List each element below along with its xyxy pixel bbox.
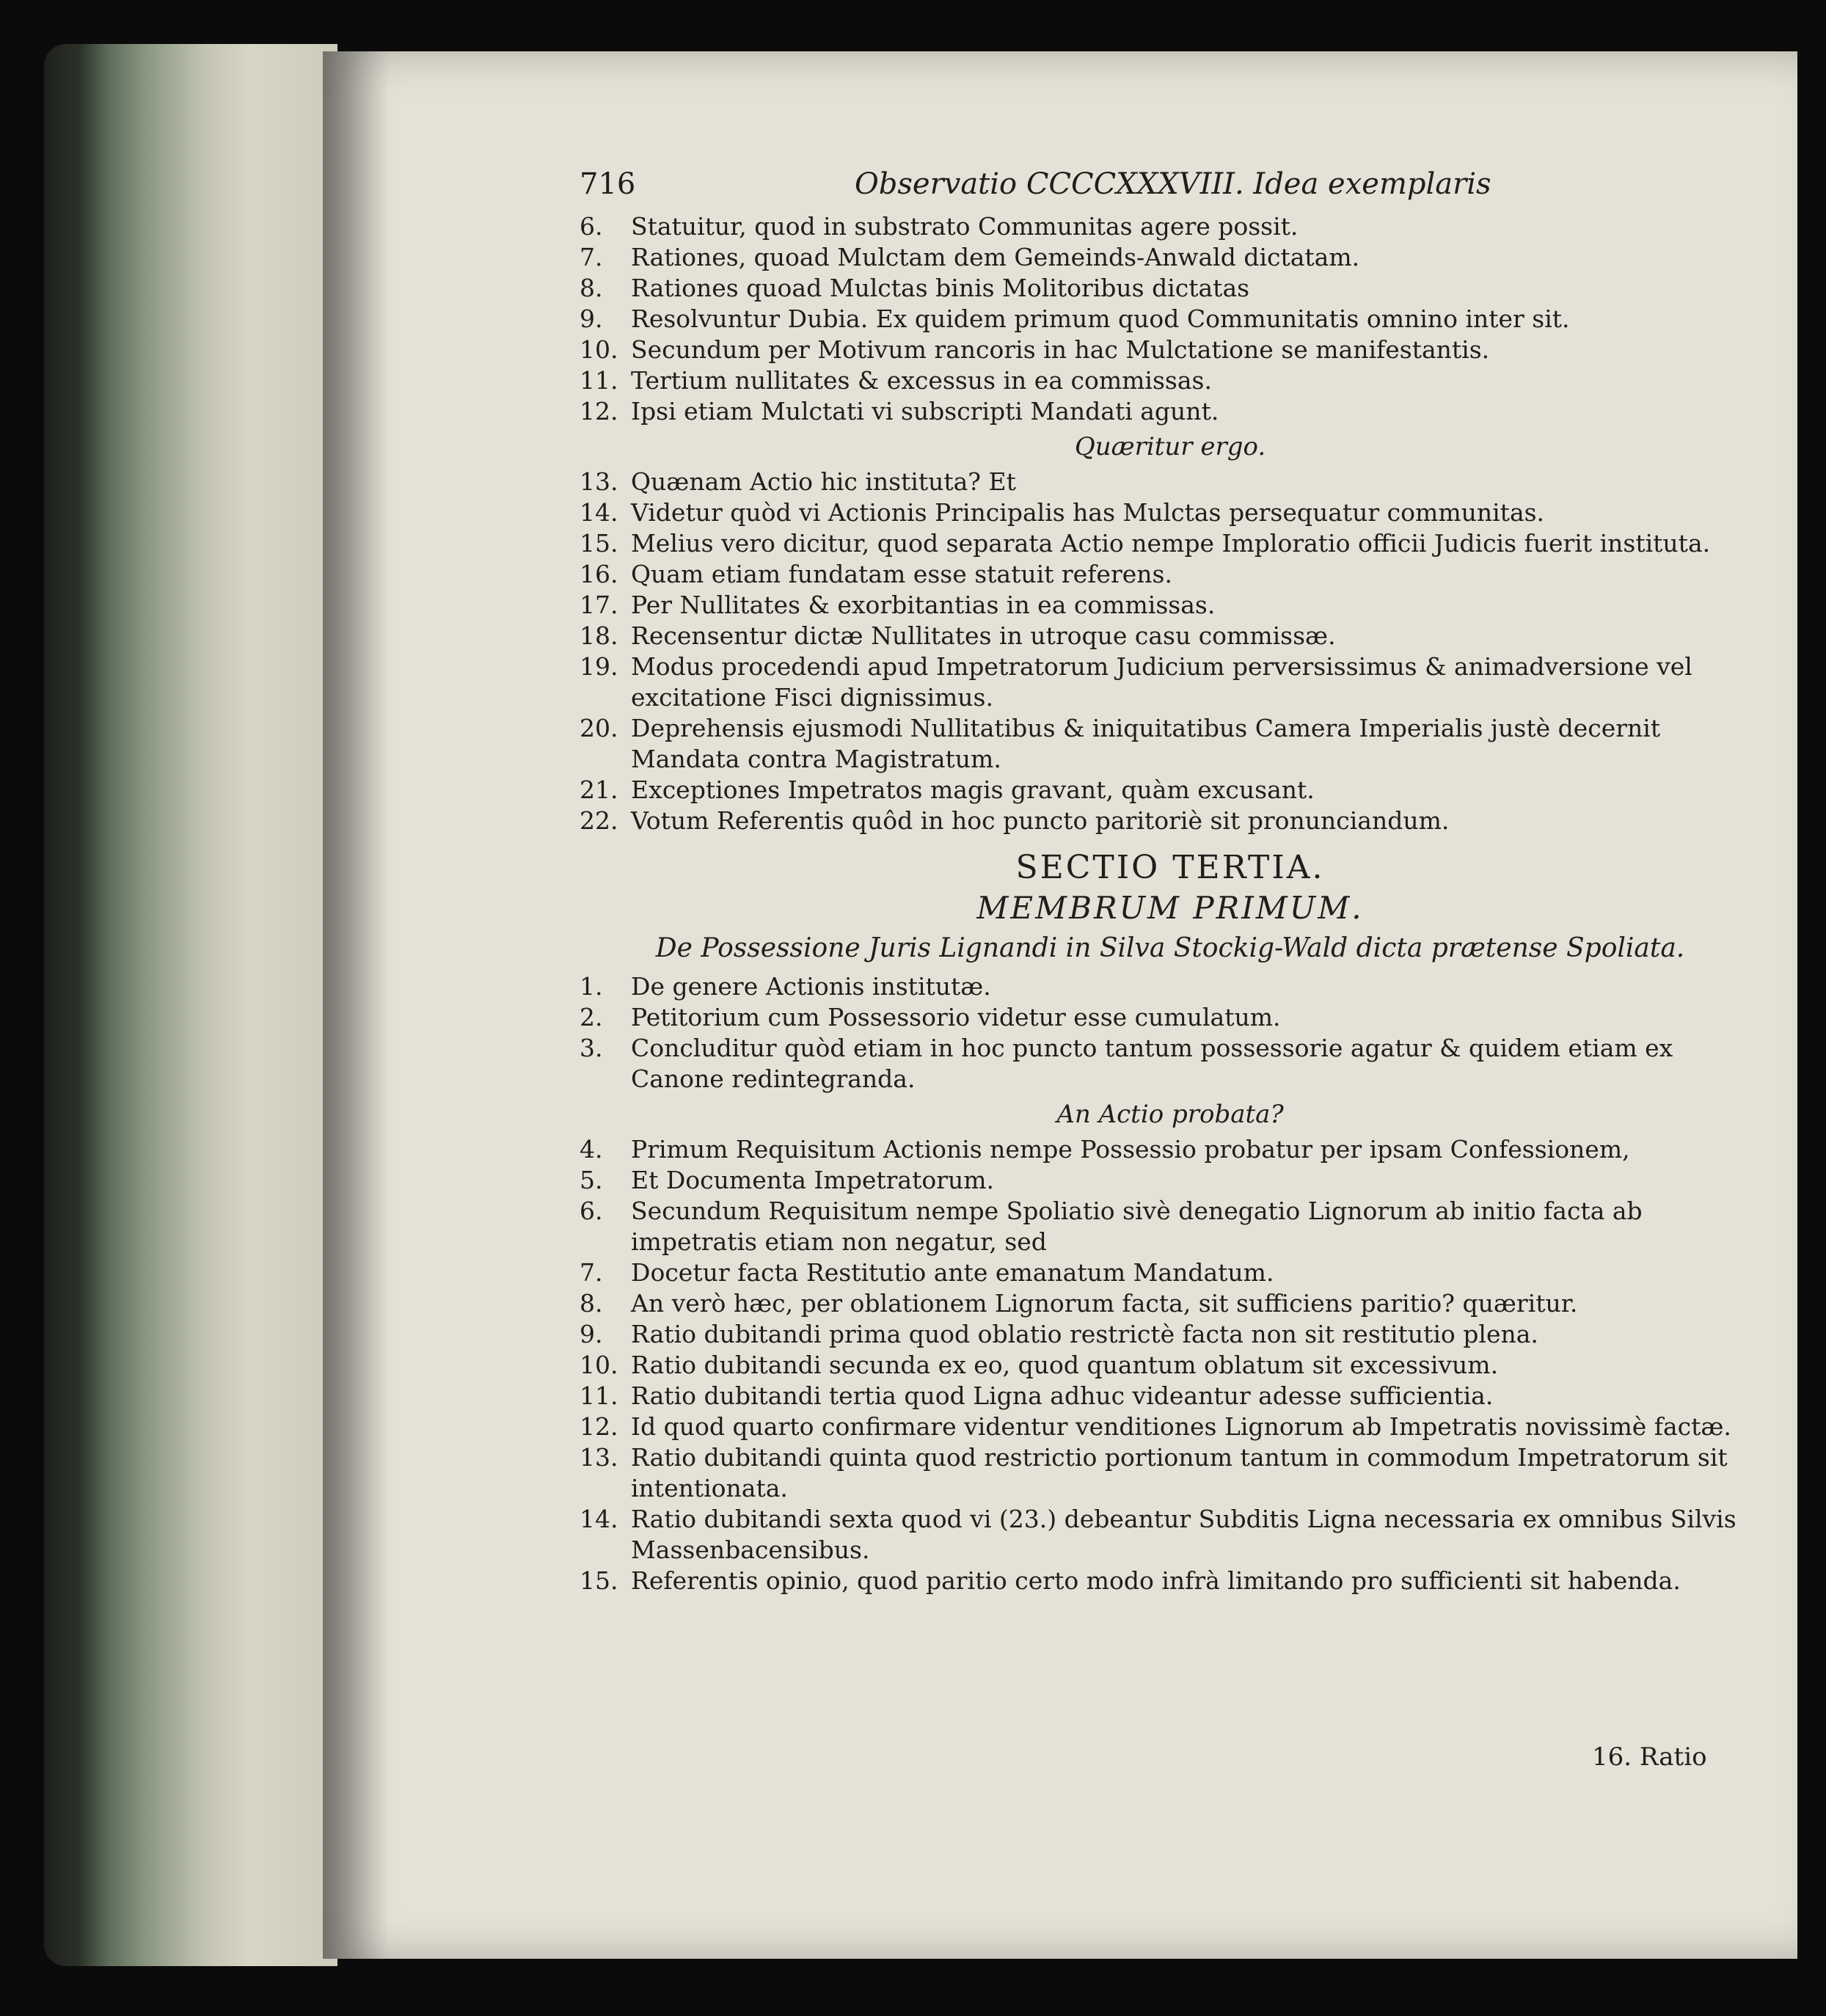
- running-title: Observatio CCCCXXXVIII. Idea exemplaris: [855, 167, 1491, 201]
- line-text: Ratio dubitandi sexta quod vi (23.) debeantur Subditis Ligna necessaria ex omnibus Silvis Massenbacensibus.: [631, 1505, 1736, 1564]
- line-text: Secundum Requisitum nempe Spoliatio sivè denegatio Lignorum ab initio facta ab impetratis etiam non negatur, sed: [631, 1197, 1643, 1256]
- summary-line: [580, 559, 1761, 590]
- summary-line: [580, 1504, 1761, 1566]
- line-text: Quænam Actio hic instituta? Et: [631, 467, 1016, 496]
- summary-line: [580, 713, 1761, 775]
- line-text: Petitorium cum Possessorio videtur esse cumulatum.: [631, 1003, 1281, 1031]
- line-number: 8.: [580, 274, 603, 302]
- line-number: 16.: [580, 560, 618, 588]
- summary-line: [580, 396, 1761, 427]
- line-number: 12.: [580, 397, 618, 426]
- line-text: Videtur quòd vi Actionis Principalis has Mulctas persequatur communitas.: [631, 498, 1545, 527]
- line-text: Deprehensis ejusmodi Nullitatibus & iniquitatibus Camera Imperialis justè decernit Mandata contra Magistratum.: [631, 714, 1661, 773]
- running-head: [580, 167, 1761, 211]
- summary-line: [580, 1257, 1761, 1288]
- line-text: Tertium nullitates & excessus in ea commissas.: [631, 366, 1212, 395]
- line-number: 4.: [580, 1135, 603, 1164]
- line-text: Secundum per Motivum rancoris in hac Mulctatione se manifestantis.: [631, 335, 1490, 364]
- line-number: 8.: [580, 1289, 603, 1318]
- an-actio-heading: An Actio probata?: [1056, 1100, 1284, 1129]
- line-text: Quam etiam fundatam esse statuit referens.: [631, 560, 1172, 588]
- line-text: Concluditur quòd etiam in hoc puncto tantum possessorie agatur & quidem etiam ex Canone redintegranda.: [631, 1034, 1673, 1093]
- line-text: Ratio dubitandi secunda ex eo, quod quantum oblatum sit excessivum.: [631, 1351, 1499, 1379]
- summary-line: [580, 621, 1761, 651]
- line-text: Rationes, quoad Mulctam dem Gemeinds-Anwald dictatam.: [631, 243, 1360, 271]
- line-text: Ratio dubitandi tertia quod Ligna adhuc videantur adesse sufficientia.: [631, 1381, 1494, 1410]
- summary-line: [580, 1566, 1761, 1596]
- line-number: 5.: [580, 1166, 603, 1194]
- summary-line: [580, 806, 1761, 836]
- line-text: Et Documenta Impetratorum.: [631, 1166, 995, 1194]
- line-number: 7.: [580, 243, 603, 271]
- line-number: 7.: [580, 1258, 603, 1287]
- summary-line: [580, 335, 1761, 365]
- summary-line: [580, 590, 1761, 621]
- line-text: Ratio dubitandi quinta quod restrictio portionum tantum in commodum Impetratorum sit intentionata.: [631, 1443, 1728, 1502]
- gutter-shadow: [323, 51, 389, 1959]
- line-number: 15.: [580, 1566, 618, 1595]
- line-number: 22.: [580, 806, 618, 835]
- line-text: An verò hæc, per oblationem Lignorum facta, sit sufficiens paritio? quæritur.: [631, 1289, 1578, 1318]
- line-text: Statuitur, quod in substrato Communitas agere possit.: [631, 212, 1299, 241]
- line-number: 14.: [580, 498, 618, 527]
- line-text: Resolvuntur Dubia. Ex quidem primum quod Communitatis omnino inter sit.: [631, 304, 1570, 333]
- member-title: MEMBRUM PRIMUM.: [976, 890, 1364, 926]
- line-text: Modus procedendi apud Impetratorum Judicium perversissimus & animadversione vel excitatione Fisci dignissimus.: [631, 652, 1692, 712]
- summary-line: [580, 304, 1761, 335]
- summary-line: [580, 242, 1761, 273]
- line-number: 17.: [580, 591, 618, 619]
- summary-line: [580, 1350, 1761, 1381]
- line-number: 9.: [580, 1320, 603, 1348]
- summary-list-c: [580, 971, 1761, 1095]
- line-number: 19.: [580, 652, 618, 681]
- line-text: Ipsi etiam Mulctati vi subscripti Mandati agunt.: [631, 397, 1219, 426]
- line-number: 11.: [580, 1381, 618, 1410]
- line-text: De genere Actionis institutæ.: [631, 972, 991, 1001]
- line-number: 3.: [580, 1034, 603, 1062]
- summary-line: [580, 1442, 1761, 1504]
- line-number: 6.: [580, 212, 603, 241]
- summary-line: [580, 1196, 1761, 1257]
- line-text: Per Nullitates & exorbitantias in ea commissas.: [631, 591, 1216, 619]
- line-number: 18.: [580, 621, 618, 650]
- summary-line: [580, 211, 1761, 242]
- line-number: 11.: [580, 366, 618, 395]
- summary-line: [580, 1411, 1761, 1442]
- line-text: Exceptiones Impetratos magis gravant, quàm excusant.: [631, 775, 1315, 804]
- line-text: Id quod quarto confirmare videntur venditiones Lignorum ab Impetratis novissimè factæ.: [631, 1412, 1731, 1441]
- section-title: SECTIO TERTIA.: [1015, 849, 1325, 886]
- summary-list-d: [580, 1134, 1761, 1596]
- summary-line: [580, 971, 1761, 1002]
- line-number: 21.: [580, 775, 618, 804]
- line-text: Melius vero dicitur, quod separata Actio nempe Imploratio officii Judicis fuerit instituta.: [631, 529, 1711, 558]
- page-text: [580, 167, 1761, 1596]
- summary-list-a: [580, 211, 1761, 427]
- line-number: 9.: [580, 304, 603, 333]
- summary-list-b: [580, 467, 1761, 836]
- summary-line: [580, 1134, 1761, 1165]
- book-page-edges: [44, 44, 337, 1966]
- line-number: 12.: [580, 1412, 618, 1441]
- line-number: 14.: [580, 1505, 618, 1533]
- subject-title: De Possessione Juris Lignandi in Silva Stockig-Wald dicta prætense Spoliata.: [655, 933, 1685, 963]
- line-number: 10.: [580, 1351, 618, 1379]
- summary-line: [580, 1002, 1761, 1033]
- line-number: 15.: [580, 529, 618, 558]
- summary-line: [580, 528, 1761, 559]
- summary-line: [580, 1033, 1761, 1095]
- quaeritur-heading: Quæritur ergo.: [1074, 432, 1266, 461]
- summary-line: [580, 1381, 1761, 1411]
- summary-line: [580, 1288, 1761, 1319]
- summary-line: [580, 467, 1761, 497]
- summary-line: [580, 651, 1761, 713]
- line-text: Referentis opinio, quod paritio certo modo infrà limitando pro sufficienti sit habenda.: [631, 1566, 1681, 1595]
- line-number: 20.: [580, 714, 618, 742]
- line-text: Recensentur dictæ Nullitates in utroque casu commissæ.: [631, 621, 1336, 650]
- page-number: 716: [580, 167, 636, 201]
- line-number: 1.: [580, 972, 603, 1001]
- line-number: 2.: [580, 1003, 603, 1031]
- summary-line: [580, 1165, 1761, 1196]
- summary-line: [580, 365, 1761, 396]
- line-number: 13.: [580, 467, 618, 496]
- summary-line: [580, 775, 1761, 806]
- line-text: Rationes quoad Mulctas binis Molitoribus dictatas: [631, 274, 1250, 302]
- line-number: 6.: [580, 1197, 603, 1225]
- line-text: Docetur facta Restitutio ante emanatum Mandatum.: [631, 1258, 1274, 1287]
- line-number: 10.: [580, 335, 618, 364]
- line-text: Primum Requisitum Actionis nempe Possessio probatur per ipsam Confessionem,: [631, 1135, 1630, 1164]
- line-text: Votum Referentis quôd in hoc puncto paritoriè sit pronunciandum.: [631, 806, 1450, 835]
- line-number: 13.: [580, 1443, 618, 1472]
- summary-line: [580, 497, 1761, 528]
- catchword: 16. Ratio: [1592, 1742, 1707, 1772]
- summary-line: [580, 1319, 1761, 1350]
- line-text: Ratio dubitandi prima quod oblatio restrictè facta non sit restitutio plena.: [631, 1320, 1538, 1348]
- summary-line: [580, 273, 1761, 304]
